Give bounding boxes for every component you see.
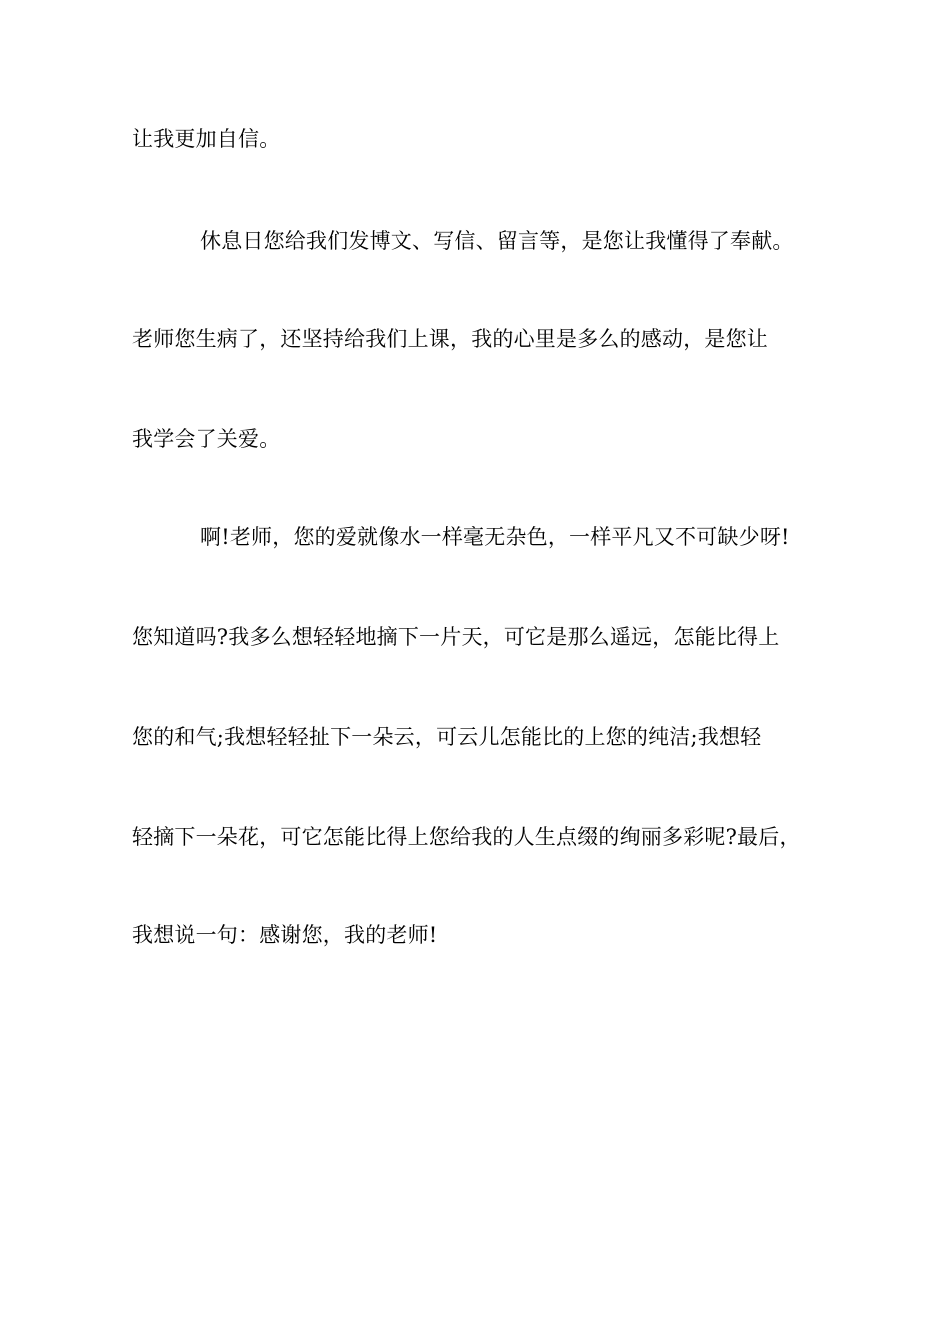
text-line-3: 老师您生病了，还坚持给我们上课，我的心里是多么的感动，是您让 [132,327,768,351]
text-line-8: 轻摘下一朵花，可它怎能比得上您给我的人生点缀的绚丽多彩呢?最后， [132,825,801,849]
text-line-6: 您知道吗?我多么想轻轻地摘下一片天，可它是那么遥远，怎能比得上 [132,625,780,649]
text-line-2-paragraph-start: 休息日您给我们发博文、写信、留言等，是您让我懂得了奉献。 [200,229,794,253]
text-line-4: 我学会了关爱。 [132,427,281,451]
text-line-1: 让我更加自信。 [132,127,281,151]
text-line-7: 您的和气;我想轻轻扯下一朵云，可云儿怎能比的上您的纯洁;我想轻 [132,725,762,749]
text-line-9: 我想说一句：感谢您，我的老师! [132,923,438,947]
text-line-5-paragraph-start: 啊!老师，您的爱就像水一样毫无杂色，一样平凡又不可缺少呀! [200,525,790,549]
